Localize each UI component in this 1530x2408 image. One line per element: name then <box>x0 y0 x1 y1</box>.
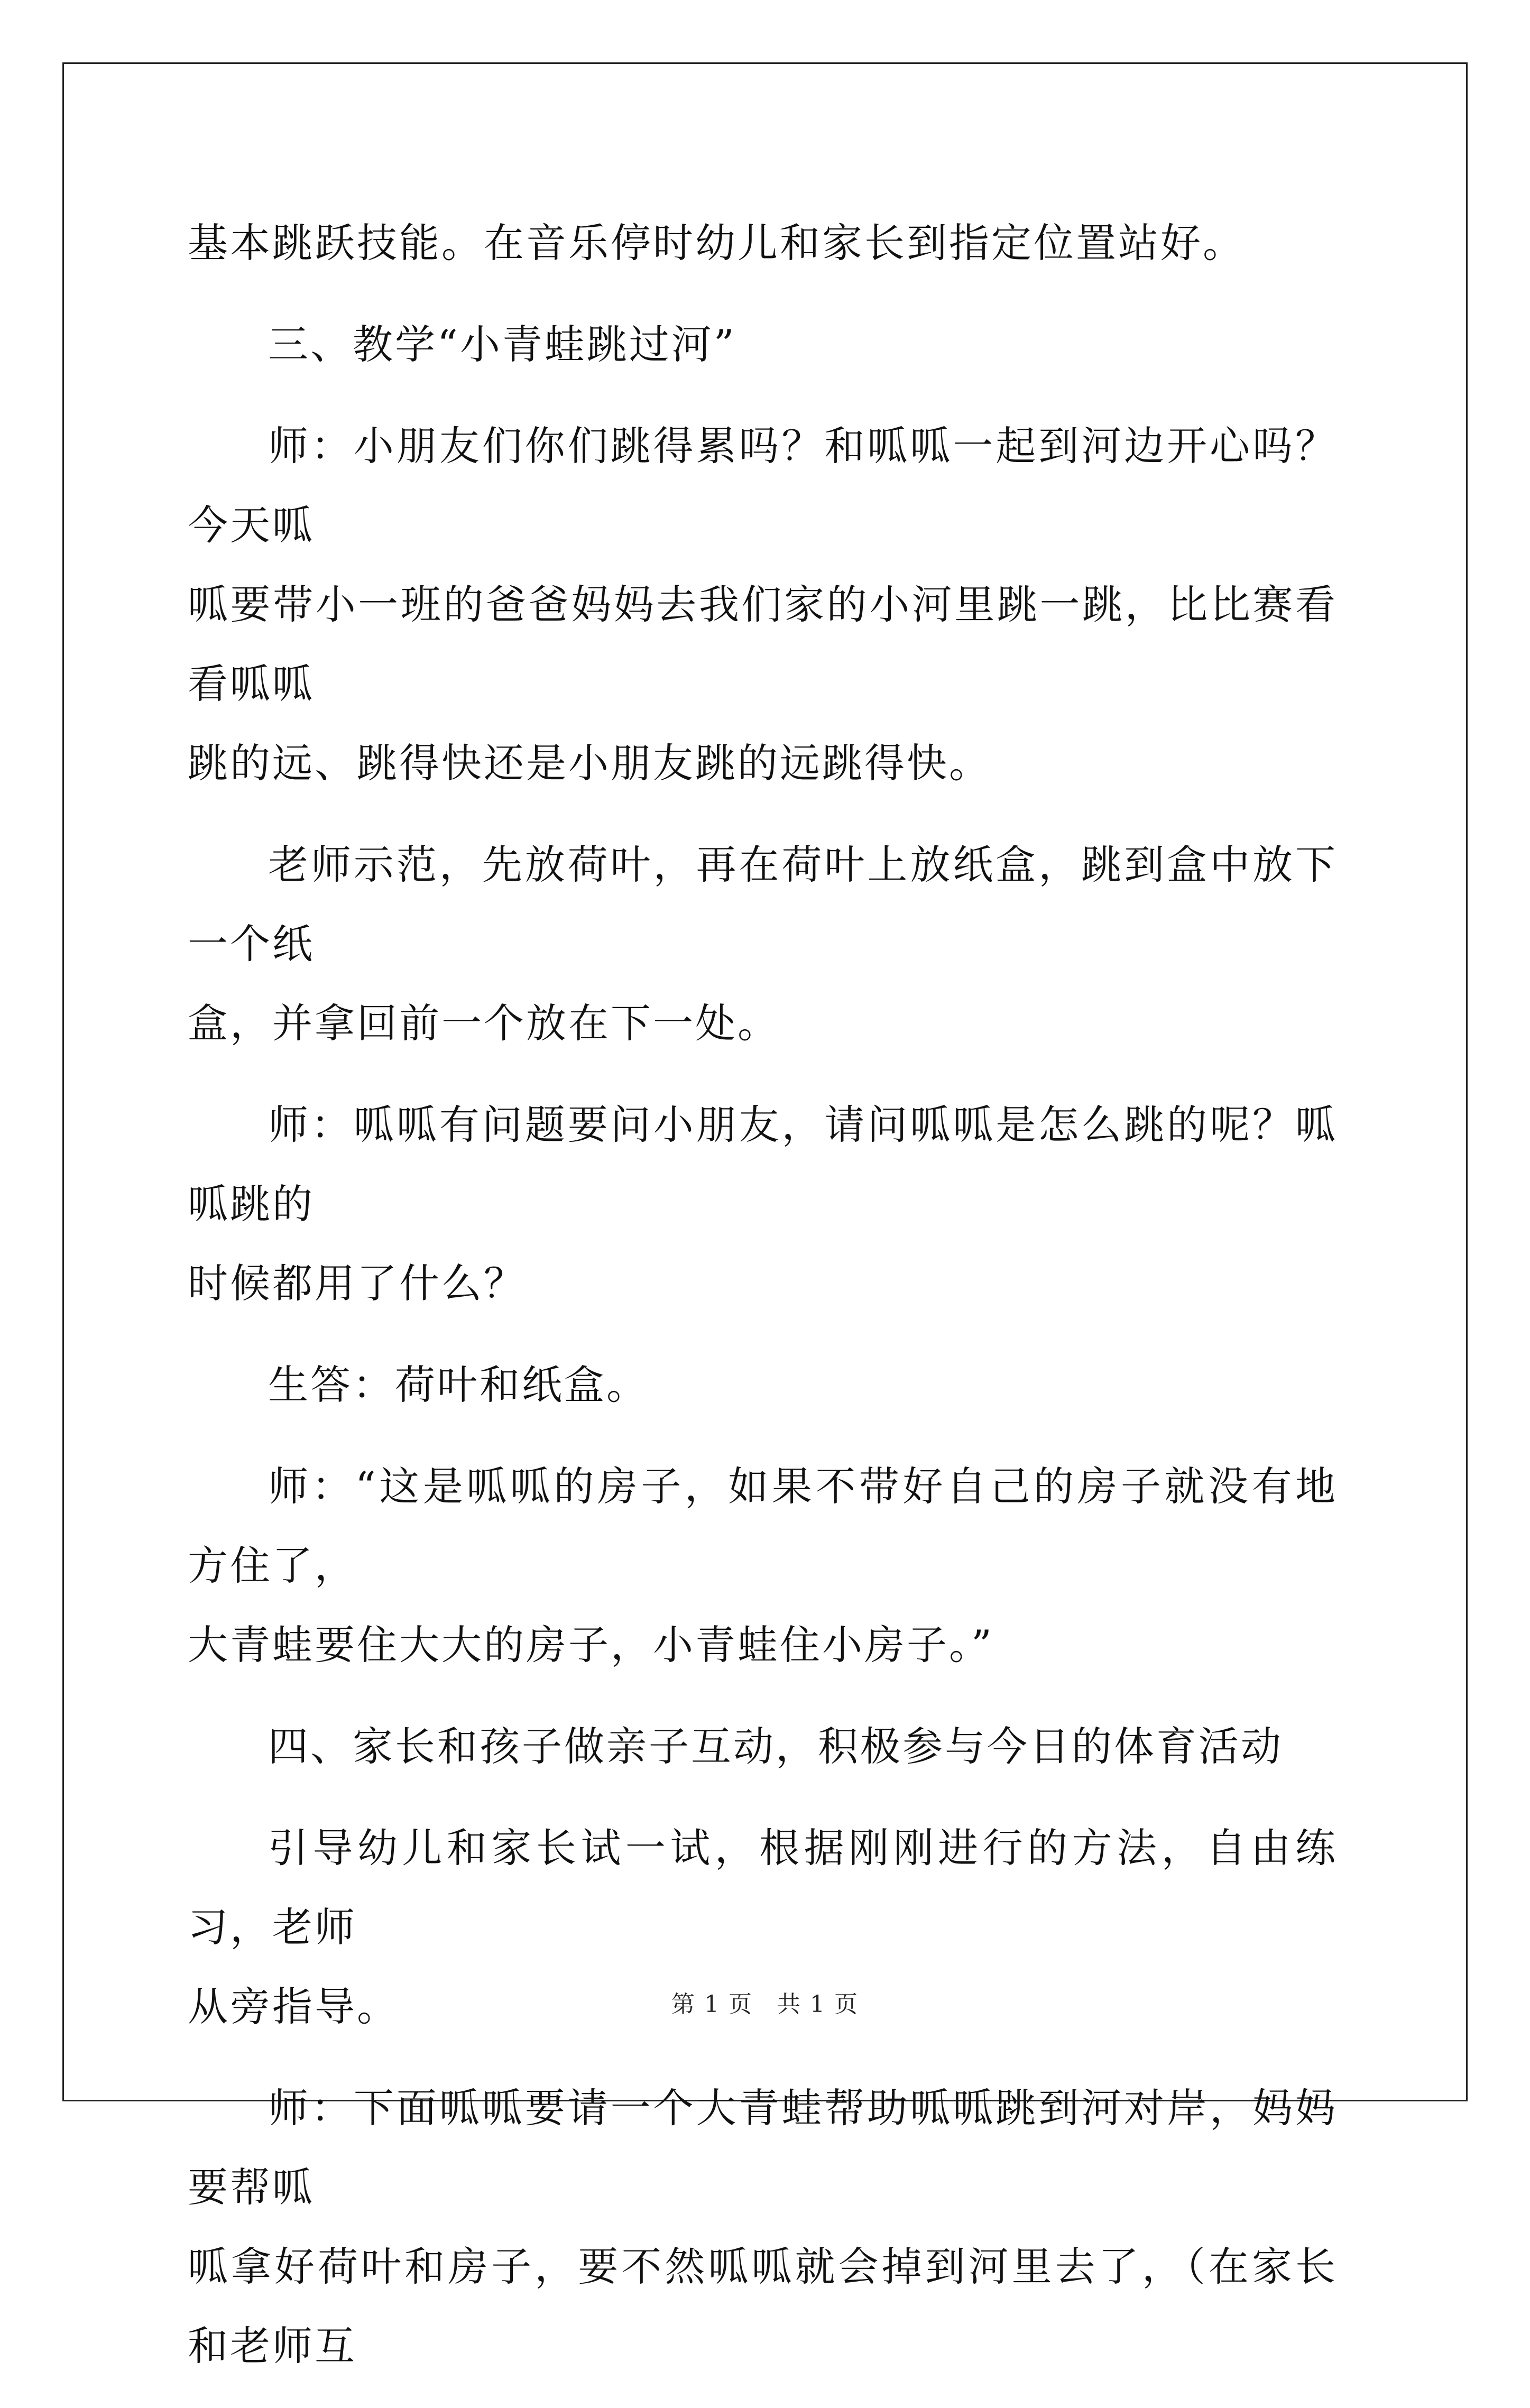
text-line: 师：下面呱呱要请一个大青蛙帮助呱呱跳到河对岸，妈妈要帮呱 <box>188 2084 1338 2211</box>
text-line: 大青蛙要住大大的房子，小青蛙住小房子。” <box>188 1621 994 1668</box>
paragraph <box>188 407 1338 803</box>
text-line: 师：小朋友们你们跳得累吗？和呱呱一起到河边开心吗？今天呱 <box>188 422 1338 549</box>
text-line: 时候都用了什么？ <box>188 1260 526 1307</box>
text-line: 呱拿好荷叶和房子，要不然呱呱就会掉到河里去了，（在家长和老师互 <box>188 2243 1338 2369</box>
document-body <box>188 204 1338 2408</box>
text-line: 师：“这是呱呱的房子，如果不带好自己的房子就没有地方住了， <box>188 1463 1338 1589</box>
text-line: 从旁指导。 <box>188 1983 399 2030</box>
text-line: 老师示范，先放荷叶，再在荷叶上放纸盒，跳到盒中放下一个纸 <box>188 841 1338 967</box>
text-line: 生答：荷叶和纸盒。 <box>268 1361 649 1408</box>
text-line: 师：呱呱有问题要问小朋友，请问呱呱是怎么跳的呢？呱呱跳的 <box>188 1101 1338 1228</box>
text-line: 引导幼儿和家长试一试，根据刚刚进行的方法，自由练习，老师 <box>188 1824 1338 1951</box>
text-line: 跳的远、跳得快还是小朋友跳的远跳得快。 <box>188 740 991 787</box>
text-line: 呱要带小一班的爸爸妈妈去我们家的小河里跳一跳，比比赛看看呱呱 <box>188 581 1338 707</box>
section-heading <box>188 1707 1338 1786</box>
paragraph <box>188 204 1338 283</box>
section-heading <box>188 305 1338 384</box>
text-line: 三、教学“小青蛙跳过河” <box>268 321 736 368</box>
paragraph <box>188 1345 1338 1425</box>
text-line: 基本跳跃技能。在音乐停时幼儿和家长到指定位置站好。 <box>188 219 1245 266</box>
paragraph <box>188 1085 1338 1323</box>
page-number-footer: 第 1 页 共 1 页 <box>671 1991 859 2018</box>
paragraph <box>188 1447 1338 1685</box>
paragraph <box>188 2069 1338 2386</box>
text-line: 盒，并拿回前一个放在下一处。 <box>188 1000 780 1047</box>
text-line: 四、家长和孩子做亲子互动，积极参与今日的体育活动 <box>268 1723 1283 1770</box>
paragraph <box>188 825 1338 1063</box>
